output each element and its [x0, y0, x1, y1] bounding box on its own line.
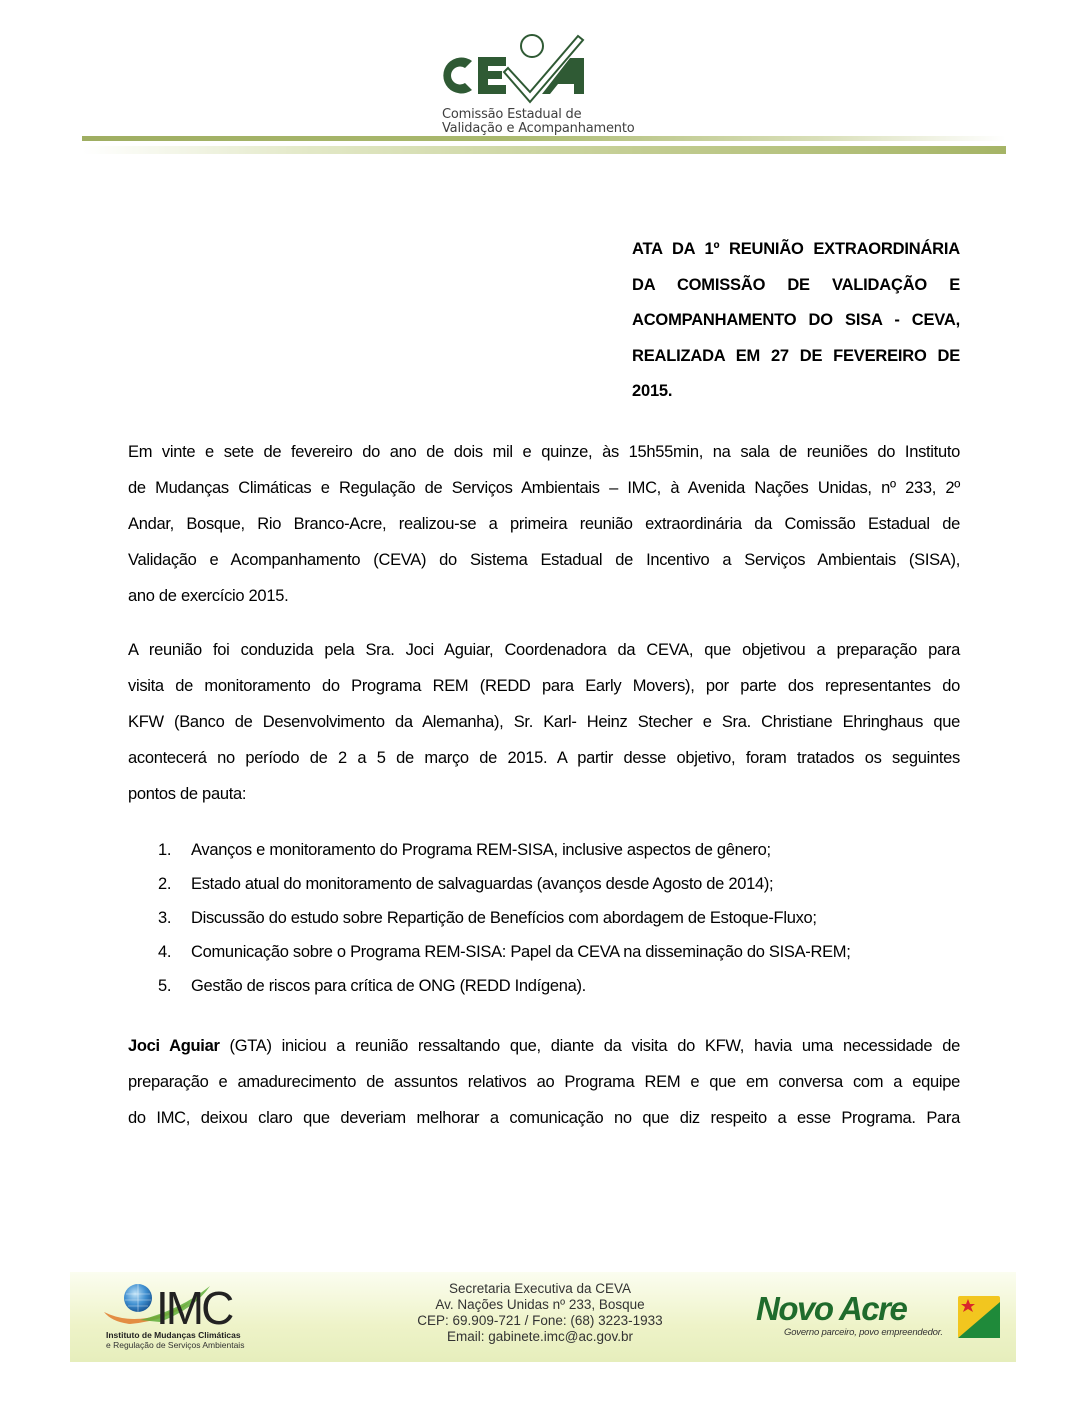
agenda-text: Avanços e monitoramento do Programa REM-SISA, inclusive aspectos de gênero; — [191, 841, 771, 859]
acre-flag-icon — [958, 1296, 1000, 1338]
svg-text:IMC: IMC — [156, 1282, 232, 1330]
address-line: CEP: 69.909-721 / Fone: (68) 3223-1933 — [417, 1313, 663, 1328]
agenda-number: 4. — [158, 943, 172, 961]
imc-logo — [100, 1280, 250, 1330]
paragraph-line: ano de exercício 2015. — [128, 587, 289, 605]
document-title — [632, 232, 960, 410]
page-footer — [70, 1272, 1016, 1362]
agenda-number: 2. — [158, 875, 172, 893]
ceva-logo — [438, 28, 598, 108]
paragraph-line — [128, 1028, 960, 1064]
title-line: REALIZADA EM 27 DE FEVEREIRO DE — [632, 346, 960, 365]
agenda-text: Estado atual do monitoramento de salvaguardas (avanços desde Agosto de 2014); — [191, 875, 774, 893]
email-link[interactable]: Email: gabinete.imc@ac.gov.br — [446, 1329, 634, 1344]
agenda-number: 5. — [158, 977, 172, 995]
paragraph-line: Em vinte e sete de fevereiro do ano de dois mil e quinze, às 15h55min, na sala de reuniões do Instituto — [128, 443, 960, 461]
agenda-text: Discussão do estudo sobre Repartição de Benefícios com abordagem de Estoque-Fluxo; — [191, 909, 817, 927]
agenda-list — [158, 833, 958, 1003]
novo-acre-tagline: Governo parceiro, povo empreendedor. — [784, 1327, 943, 1338]
paragraph-discussion — [128, 1028, 960, 1136]
paragraph-line-rest: (GTA) iniciou a reunião ressaltando que, diante da visita do KFW, havia uma necessidade de — [219, 1037, 960, 1055]
page-header — [0, 0, 1088, 170]
imc-name — [106, 1330, 244, 1350]
paragraph-line: visita de monitoramento do Programa REM (REDD para Early Movers), por parte dos representantes do — [128, 677, 960, 695]
agenda-number: 3. — [158, 909, 172, 927]
agenda-item — [158, 833, 958, 867]
title-line: 2015. — [632, 382, 673, 400]
address-line: Av. Nações Unidas nº 233, Bosque — [435, 1297, 645, 1312]
ceva-subtitle-line1: Comissão Estadual de — [442, 107, 582, 122]
title-line: DA COMISSÃO DE VALIDAÇÃO E — [632, 275, 960, 294]
paragraph-line: KFW (Banco de Desenvolvimento da Alemanha), Sr. Karl- Heinz Stecher e Sra. Christiane Ehringhaus que — [128, 713, 960, 731]
title-line: ACOMPANHAMENTO DO SISA - CEVA, — [632, 311, 960, 329]
paragraph-line: A reunião foi conduzida pela Sra. Joci Aguiar, Coordenadora da CEVA, que objetivou a preparação para — [128, 641, 960, 659]
agenda-text: Comunicação sobre o Programa REM-SISA: Papel da CEVA na disseminação do SISA-REM; — [191, 943, 851, 961]
address-line: Secretaria Executiva da CEVA — [448, 1281, 632, 1296]
agenda-item — [158, 901, 958, 935]
footer-address — [400, 1281, 680, 1345]
imc-name-line2: e Regulação de Serviços Ambientais — [106, 1340, 245, 1350]
header-rule-bottom — [82, 146, 1006, 154]
imc-name-line1: Instituto de Mudanças Climáticas — [106, 1330, 241, 1340]
paragraph-line: pontos de pauta: — [128, 785, 247, 803]
paragraph-line: acontecerá no período de 2 a 5 de março de 2015. A partir desse objetivo, foram tratados os seguintes — [128, 749, 960, 767]
paragraph-purpose — [128, 632, 960, 812]
paragraph-line: Validação e Acompanhamento (CEVA) do Sistema Estadual de Incentivo a Serviços Ambientais (SISA), — [128, 551, 960, 569]
paragraph-line: Andar, Bosque, Rio Branco-Acre, realizou-se a primeira reunião extraordinária da Comissão Estadual de — [128, 515, 960, 533]
title-line: ATA DA 1º REUNIÃO EXTRAORDINÁRIA — [632, 240, 960, 258]
ceva-subtitle — [442, 108, 634, 136]
paragraph-line: de Mudanças Climáticas e Regulação de Serviços Ambientais – IMC, à Avenida Nações Unidas, nº 233, 2º — [128, 479, 960, 497]
agenda-item — [158, 969, 958, 1003]
novo-acre-logo-text: Novo Acre — [756, 1290, 907, 1327]
paragraph-opening — [128, 434, 960, 614]
agenda-item — [158, 867, 958, 901]
paragraph-line: do IMC, deixou claro que deveriam melhorar a comunicação no que diz respeito a esse Programa. Para — [128, 1109, 960, 1127]
header-rule-top — [82, 136, 1006, 141]
agenda-text: Gestão de riscos para crítica de ONG (REDD Indígena). — [191, 977, 586, 995]
agenda-number: 1. — [158, 841, 172, 859]
ceva-subtitle-line2: Validação e Acompanhamento — [442, 121, 635, 136]
paragraph-line: preparação e amadurecimento de assuntos relativos ao Programa REM e que em conversa com a equipe — [128, 1073, 960, 1091]
speaker-name: Joci Aguiar — [128, 1037, 220, 1055]
agenda-item — [158, 935, 958, 969]
